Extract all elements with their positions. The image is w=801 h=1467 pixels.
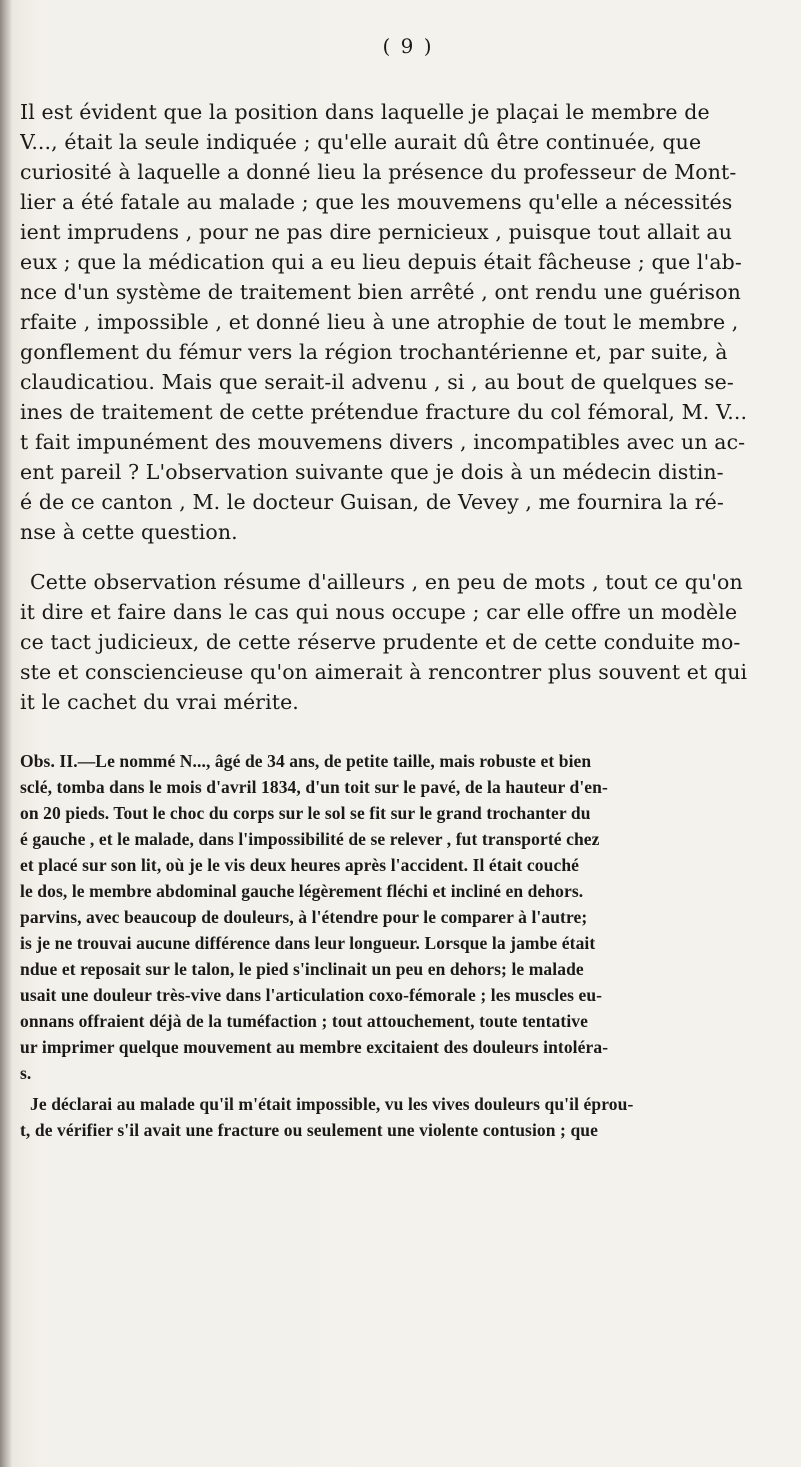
text-line: le dos, le membre abdominal gauche légèrement fléchi et incliné en dehors. bbox=[20, 881, 584, 901]
text-line: eux ; que la médication qui a eu lieu depuis était fâcheuse ; que l'ab- bbox=[20, 250, 742, 274]
text-line: claudicatiou. Mais que serait-il advenu , si , au bout de quelques se- bbox=[20, 370, 734, 394]
text-line: Cette observation résume d'ailleurs , en peu de mots , tout ce qu'on bbox=[30, 570, 743, 594]
text-line: é de ce canton , M. le docteur Guisan, de Vevey , me fournira la ré- bbox=[20, 490, 724, 514]
text-line: onnans offraient déjà de la tuméfaction ; tout attouchement, toute tentative bbox=[20, 1011, 589, 1031]
text-line: curiosité à laquelle a donné lieu la présence du professeur de Mont- bbox=[20, 160, 737, 184]
text-line: ce tact judicieux, de cette réserve prudente et de cette conduite mo- bbox=[20, 630, 741, 654]
book-binding-edge bbox=[0, 0, 12, 1467]
text-line: ines de traitement de cette prétendue fracture du col fémoral, M. V... bbox=[20, 400, 748, 424]
text-line: nse à cette question. bbox=[20, 520, 238, 544]
text-line: V..., était la seule indiquée ; qu'elle aurait dû être continuée, que bbox=[20, 130, 702, 154]
text-line: sclé, tomba dans le mois d'avril 1834, d'un toit sur le pavé, de la hauteur d'en- bbox=[20, 777, 608, 797]
page-number: ( 9 ) bbox=[382, 34, 434, 58]
text-line: gonflement du fémur vers la région trochantérienne et, par suite, à bbox=[20, 340, 728, 364]
text-line: it dire et faire dans le cas qui nous occupe ; car elle offre un modèle bbox=[20, 600, 738, 624]
text-line: it le cachet du vrai mérite. bbox=[20, 690, 299, 714]
text-line: ur imprimer quelque mouvement au membre excitaient des douleurs intoléra- bbox=[20, 1037, 609, 1057]
text-line: s. bbox=[20, 1063, 32, 1083]
text-line: ient imprudens , pour ne pas dire pernicieux , puisque tout allait au bbox=[20, 220, 733, 244]
text-line: rfaite , impossible , et donné lieu à une atrophie de tout le membre , bbox=[20, 310, 739, 334]
text-line: ste et consciencieuse qu'on aimerait à rencontrer plus souvent et qui bbox=[20, 660, 748, 684]
text-line: lier a été fatale au malade ; que les mouvemens qu'elle a nécessités bbox=[20, 190, 733, 214]
text-line: Obs. II.—Le nommé N..., âgé de 34 ans, de petite taille, mais robuste et bien bbox=[20, 751, 592, 771]
text-line: et placé sur son lit, où je le vis deux heures après l'accident. Il était couché bbox=[20, 855, 580, 875]
text-line: on 20 pieds. Tout le choc du corps sur le sol se fit sur le grand trochanter du bbox=[20, 803, 591, 823]
text-line: parvins, avec beaucoup de douleurs, à l'étendre pour le comparer à l'autre; bbox=[20, 907, 588, 927]
text-line: ndue et reposait sur le talon, le pied s'inclinait un peu en dehors; le malade bbox=[20, 959, 584, 979]
text-line: nce d'un système de traitement bien arrêté , ont rendu une guérison bbox=[20, 280, 741, 304]
text-line: ent pareil ? L'observation suivante que je dois à un médecin distin- bbox=[20, 460, 724, 484]
text-line: é gauche , et le malade, dans l'impossibilité de se relever , fut transporté chez bbox=[20, 829, 600, 849]
text-line: Je déclarai au malade qu'il m'était impossible, vu les vives douleurs qu'il éprou- bbox=[30, 1094, 634, 1114]
text-line: usait une douleur très-vive dans l'articulation coxo-fémorale ; les muscles eu- bbox=[20, 985, 603, 1005]
text-line: t fait impunément des mouvemens divers , incompatibles avec un ac- bbox=[20, 430, 746, 454]
text-line: Il est évident que la position dans laquelle je plaçai le membre de bbox=[20, 100, 710, 124]
text-line: t, de vérifier s'il avait une fracture ou seulement une violente contusion ; que bbox=[20, 1120, 598, 1140]
text-line: is je ne trouvai aucune différence dans leur longueur. Lorsque la jambe était bbox=[20, 933, 596, 953]
